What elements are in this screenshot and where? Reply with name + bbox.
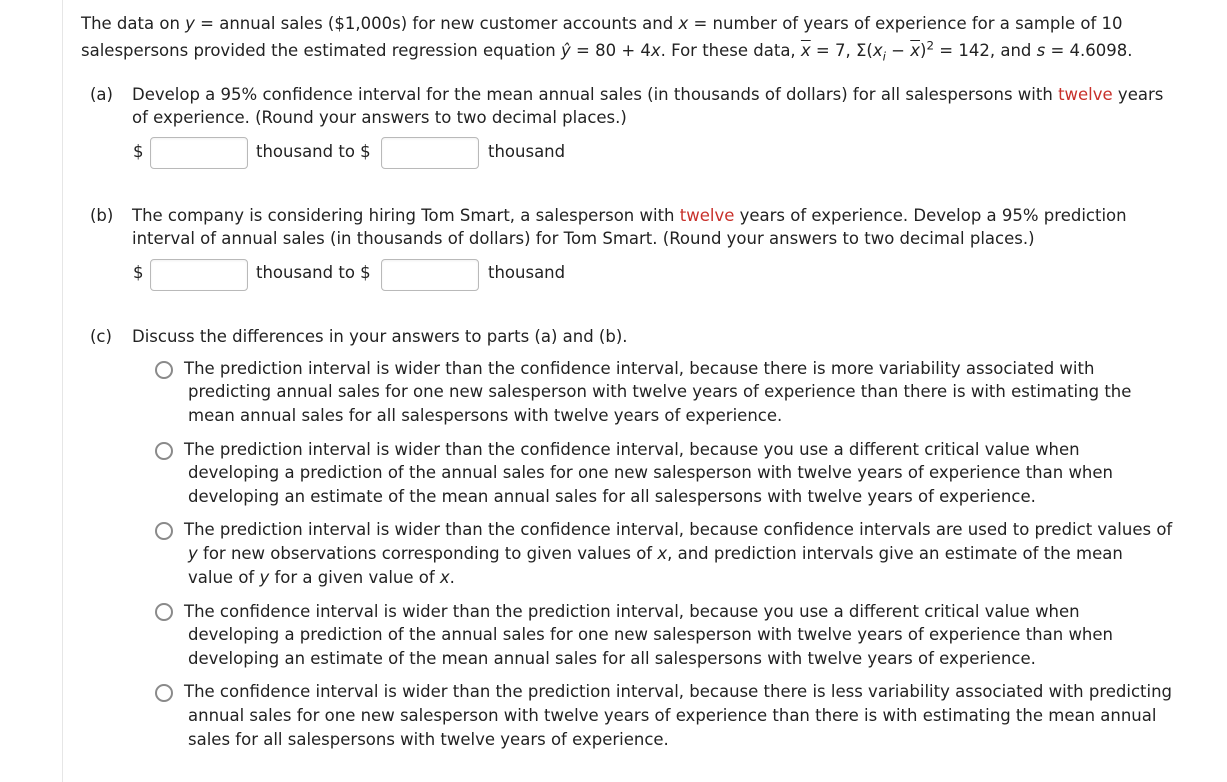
answer-option-3-line-2: y for new observations corresponding to given values of x, and prediction intervals give an estimate of the mean bbox=[188, 544, 1123, 563]
answer-option-2-line-1: The prediction interval is wider than the confidence interval, because you use a different critical value when bbox=[184, 440, 1080, 459]
part-b-question-line-2: interval of annual sales (in thousands of dollars) for Tom Smart. (Round your answers to two decimal places.) bbox=[132, 229, 1035, 248]
intro-line-1: The data on y = annual sales ($1,000s) for new customer accounts and x = number of years of experience for a sample of 10 bbox=[81, 14, 1123, 33]
part-b-upper-bound-input[interactable] bbox=[381, 259, 479, 291]
part-b-label: (b) bbox=[90, 206, 114, 225]
part-a-question-line-2: of experience. (Round your answers to two decimal places.) bbox=[132, 108, 627, 127]
part-a-dollar-sign: $ bbox=[133, 142, 144, 161]
part-a-unit-text: thousand bbox=[488, 142, 566, 161]
answer-option-2-line-2: developing a prediction of the annual sales for one new salesperson with twelve years of experience than when bbox=[188, 463, 1113, 482]
answer-option-4-line-3: developing an estimate of the mean annual sales for all salespersons with twelve years of experience. bbox=[188, 649, 1036, 668]
answer-option-5-radio[interactable] bbox=[155, 684, 173, 702]
answer-option-1-line-3: mean annual sales for all salespersons with twelve years of experience. bbox=[188, 406, 783, 425]
answer-option-5-line-1: The confidence interval is wider than the prediction interval, because there is less variability associated with predicting bbox=[184, 682, 1173, 701]
part-a-question-line-1: Develop a 95% confidence interval for the mean annual sales (in thousands of dollars) for all salespersons with twelve years bbox=[132, 85, 1164, 104]
answer-option-2-line-3: developing an estimate of the mean annual sales for all salespersons with twelve years of experience. bbox=[188, 487, 1036, 506]
part-c-prompt: Discuss the differences in your answers to parts (a) and (b). bbox=[132, 327, 628, 346]
answer-option-1-line-1: The prediction interval is wider than the confidence interval, because there is more variability associated with bbox=[184, 359, 1095, 378]
answer-option-3-line-1: The prediction interval is wider than the confidence interval, because confidence intervals are used to predict values of bbox=[184, 520, 1173, 539]
answer-option-4-line-2: developing a prediction of the annual sales for one new salesperson with twelve years of experience than when bbox=[188, 625, 1113, 644]
answer-option-1-line-2: predicting annual sales for one new salesperson with twelve years of experience than there is with estimating the bbox=[188, 382, 1132, 401]
answer-option-1-radio[interactable] bbox=[155, 361, 173, 379]
answer-option-4-radio[interactable] bbox=[155, 603, 173, 621]
answer-option-3-radio[interactable] bbox=[155, 522, 173, 540]
part-b-lower-bound-input[interactable] bbox=[150, 259, 248, 291]
intro-line-2: salespersons provided the estimated regression equation ŷ = 80 + 4x. For these data, $\overline{x} = 7$, $\Sigma(x_i - \overline{x})^2 = 142$, and s = 4.6098. bbox=[81, 38, 1133, 64]
part-b-unit-text: thousand bbox=[488, 263, 566, 282]
answer-option-2-radio[interactable] bbox=[155, 442, 173, 460]
part-a-lower-bound-input[interactable] bbox=[150, 137, 248, 169]
part-b-between-text: thousand to $ bbox=[256, 263, 371, 282]
part-a-upper-bound-input[interactable] bbox=[381, 137, 479, 169]
part-c-label: (c) bbox=[90, 327, 112, 346]
answer-option-4-line-1: The confidence interval is wider than the prediction interval, because you use a different critical value when bbox=[184, 602, 1080, 621]
answer-option-5-line-3: sales for all salespersons with twelve years of experience. bbox=[188, 730, 669, 749]
part-b-dollar-sign: $ bbox=[133, 263, 144, 282]
part-a-between-text: thousand to $ bbox=[256, 142, 371, 161]
part-a-label: (a) bbox=[90, 85, 113, 104]
answer-option-3-line-3: value of y for a given value of x. bbox=[188, 568, 455, 587]
answer-option-5-line-2: annual sales for one new salesperson with twelve years of experience than there is with estimating the mean annual bbox=[188, 706, 1157, 725]
part-b-question-line-1: The company is considering hiring Tom Smart, a salesperson with twelve years of experience. Develop a 95% prediction bbox=[132, 206, 1127, 225]
